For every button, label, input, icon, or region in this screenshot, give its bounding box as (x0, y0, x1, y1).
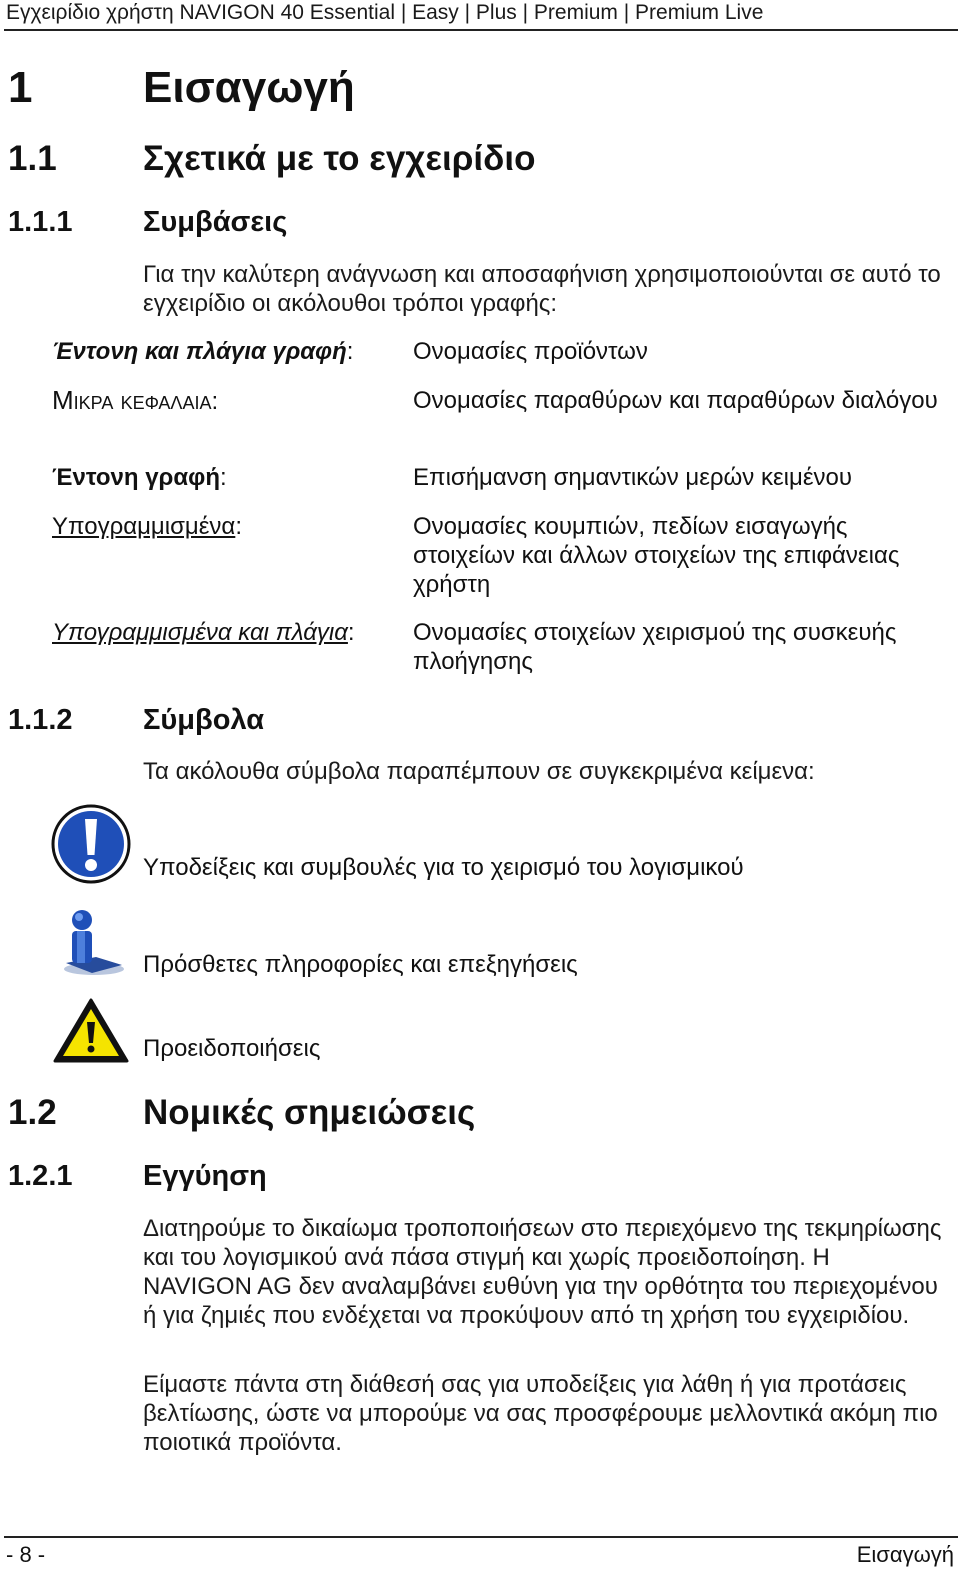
footer-page-number: - 8 - (6, 1542, 46, 1567)
convention-label-bold (52, 463, 227, 492)
convention-label-underlined (52, 512, 242, 541)
info-figure-icon (52, 905, 130, 983)
symbol-text-warnings: Προειδοποιήσεις (143, 1035, 321, 1062)
section-1-1-1-number: 1.1.1 (8, 206, 73, 238)
warranty-paragraph: Διατηρούμε το δικαίωμα τροποποιήσεων στο περιεχόμενο της τεκμηρίωσης και του λογισμικού ανά πάσα στιγμή και χωρίς προειδοποίηση. Η NAVIGON AG δεν αναλαμβάνει ευθύνη για την ορθότητα του περιεχομένου ή για ζημιές που ενδέχεται να προκύψουν από τη χρήση του εγχειριδίου. (143, 1215, 942, 1329)
section-1-1-2-title: Σύμβολα (143, 704, 265, 736)
running-header: Εγχειρίδιο χρήστη NAVIGON 40 Essential | Easy | Plus | Premium | Premium Live (6, 1, 764, 24)
symbol-text-tips: Υποδείξεις και συμβουλές για το χειρισμό του λογισμικού (143, 854, 744, 881)
convention-label-colon: : (219, 464, 227, 491)
convention-description: Επισήμανση σημαντικών μερών κειμένου (413, 464, 852, 491)
convention-label-text: Έντονη γραφή (52, 464, 220, 491)
exclamation-circle-icon (50, 803, 132, 885)
feedback-paragraph: Είμαστε πάντα στη διάθεσή σας για υποδείξεις για λάθη ή για προτάσεις βελτίωσης, ώστε να μπορούμε να σας προσφέρουμε μελλοντικά ακόμη πιο ποιοτικά προϊόντα. (143, 1371, 938, 1456)
section-1-title: Εισαγωγή (143, 63, 355, 112)
convention-label-text: Υπογραμμισμένα (52, 513, 236, 540)
section-1-1-number: 1.1 (8, 139, 57, 178)
footer-rule (4, 1536, 958, 1538)
convention-label-colon: : (235, 513, 242, 540)
convention-label-text: Έντονη και πλάγια γραφή (52, 338, 347, 365)
convention-description: Ονομασίες στοιχείων χειρισμού της συσκευής πλοήγησης (413, 619, 897, 675)
section-1-1-2-number: 1.1.2 (8, 704, 73, 736)
convention-description: Ονομασίες παραθύρων και παραθύρων διαλόγου (413, 387, 938, 414)
section-1-1-title: Σχετικά με το εγχειρίδιο (143, 139, 536, 178)
convention-description: Ονομασίες προϊόντων (413, 338, 648, 365)
convention-label-bold-italic (52, 337, 353, 366)
convention-description: Ονομασίες κουμπιών, πεδίων εισαγωγής στοιχείων και άλλων στοιχείων της επιφάνειας χρήστη (413, 513, 900, 598)
section-1-2-title: Νομικές σημειώσεις (143, 1093, 476, 1132)
section-1-1-1-title: Συμβάσεις (143, 206, 288, 238)
convention-label-text: Υπογραμμισμένα και πλάγια (52, 619, 348, 646)
section-1-2-1-title: Εγγύηση (143, 1160, 267, 1192)
conventions-intro: Για την καλύτερη ανάγνωση και αποσαφήνιση χρησιμοποιούνται σε αυτό το εγχειρίδιο οι ακόλουθοι τρόποι γραφής: (143, 261, 941, 317)
convention-label-text: Μικρα κεφαλαια (52, 385, 212, 415)
footer-chapter: Εισαγωγή (856, 1542, 954, 1567)
symbols-intro: Τα ακόλουθα σύμβολα παραπέμπουν σε συγκεκριμένα κείμενα: (143, 758, 815, 785)
section-1-2-number: 1.2 (8, 1093, 57, 1132)
convention-label-colon: : (347, 619, 355, 646)
section-1-number: 1 (8, 63, 33, 112)
symbol-text-info: Πρόσθετες πληροφορίες και επεξηγήσεις (143, 951, 578, 978)
header-rule (4, 29, 958, 31)
convention-label-colon: : (346, 338, 354, 365)
convention-label-underlined-italic (52, 618, 355, 647)
convention-label-small-caps (52, 386, 218, 416)
convention-label-colon: : (211, 388, 219, 415)
section-1-2-1-number: 1.2.1 (8, 1160, 73, 1192)
warning-triangle-icon (52, 997, 130, 1065)
